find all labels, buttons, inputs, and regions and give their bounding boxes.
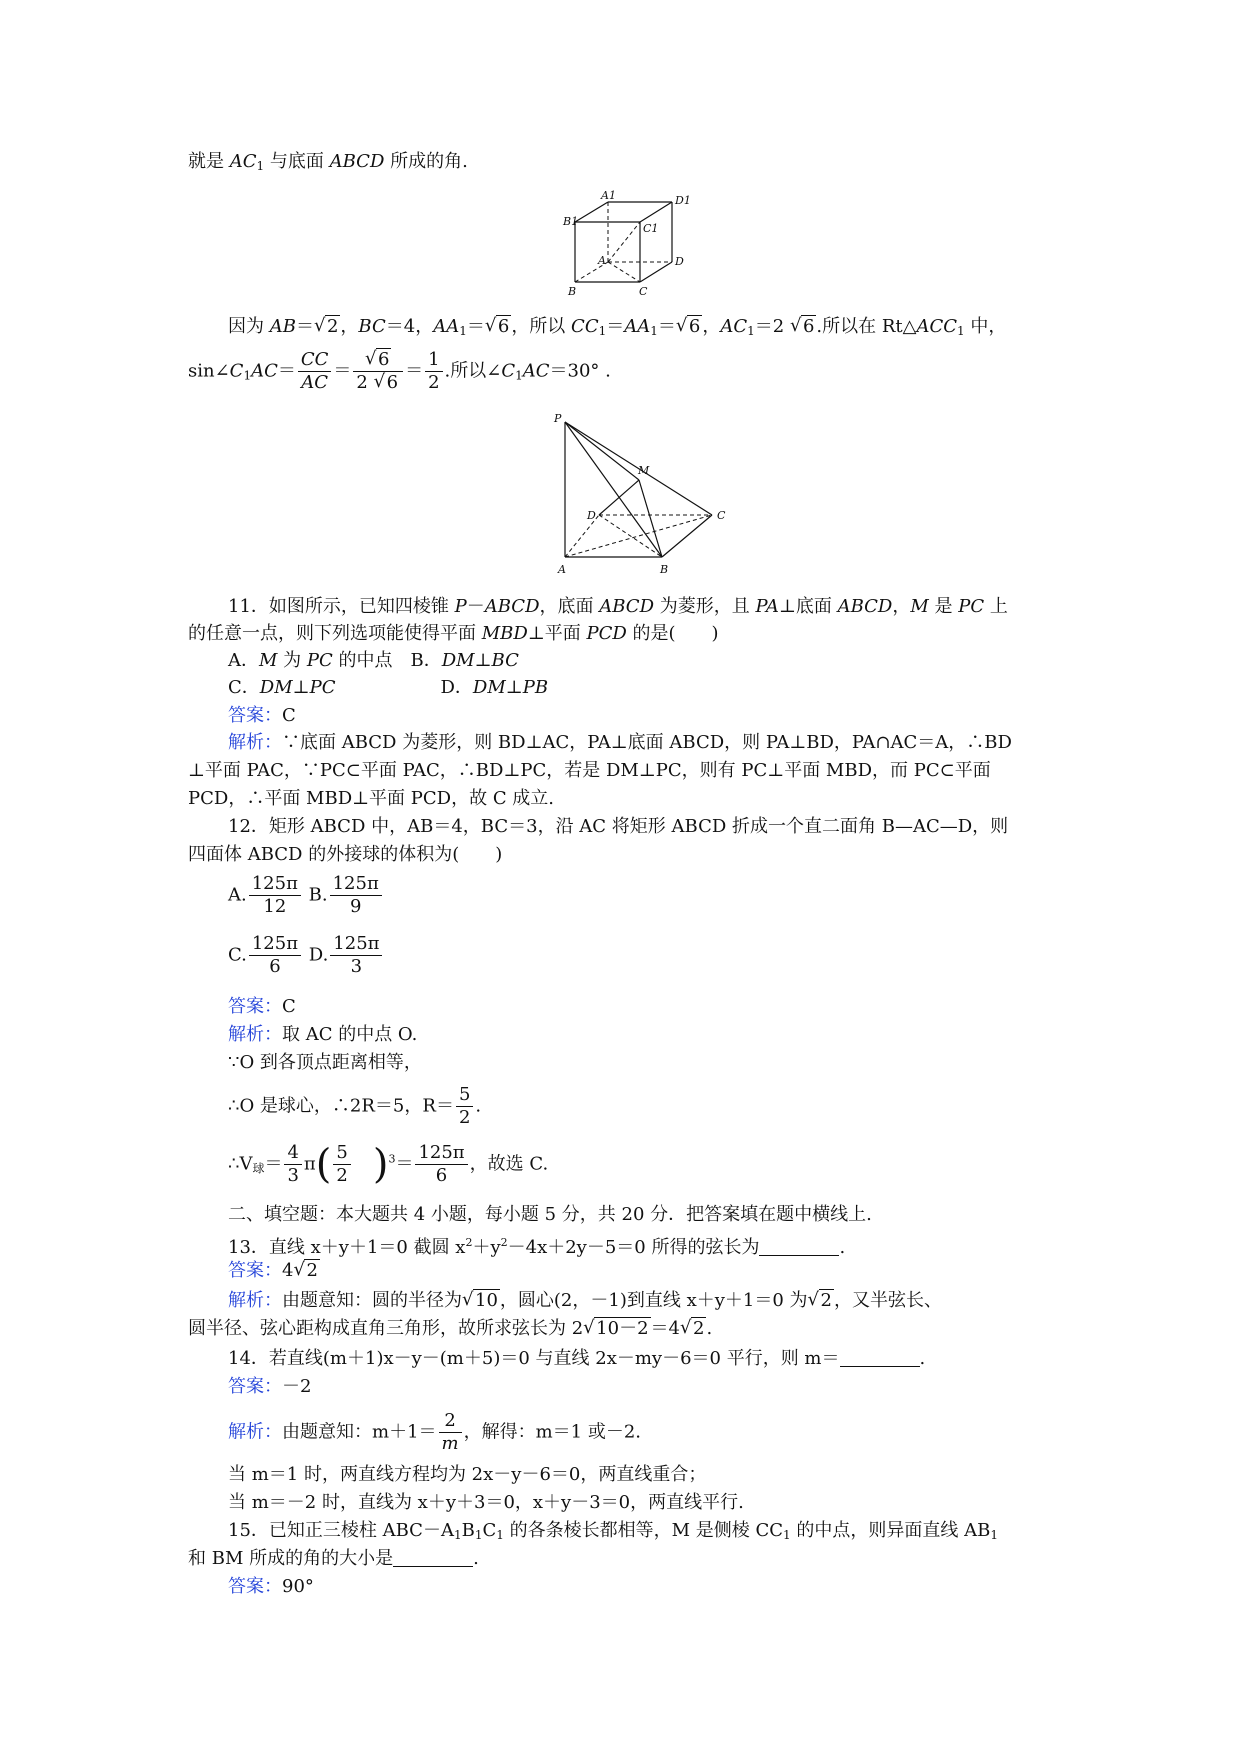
q15-line-1: 15．已知正三棱柱 $ABC-A_1B_1C_1$ 的各条棱长都相等，M 是侧棱 $CC_1$ 的中点，则异面直线 $AB_1$ — [228, 1520, 998, 1542]
q14-line-1: 14．若直线(m＋1)x－y－(m＋5)＝0 与直线 2x－my－6＝0 平行，则 m＝ . — [228, 1348, 926, 1369]
q12-analysis-1: 解析：取 AC 的中点 O. — [228, 1024, 418, 1045]
label-c: C — [717, 509, 726, 522]
label-d1: D1 — [675, 194, 691, 207]
answer-blank — [840, 1348, 920, 1367]
q13-analysis-1: 解析：由题意知：圆的半径为√ 10 ，圆心(2，－1)到直线 x＋y＋1＝0 为√ 2 ，又半弦长、 — [228, 1289, 942, 1313]
label-c: C — [639, 285, 648, 298]
label-b: B — [568, 285, 577, 298]
q12-line-2: 四面体 ABCD 的外接球的体积为( ) — [188, 844, 503, 865]
answer-blank — [393, 1548, 473, 1567]
q11-analysis-1: 解析：∵底面 ABCD 为菱形，则 BD⊥AC，PA⊥底面 ABCD，则 PA⊥BD，PA∩AC＝A，∴BD — [228, 732, 1012, 753]
q14-answer: 答案：－2 — [228, 1376, 312, 1397]
q12-step-4: $\therefore V_球=$ $\frac{4}{3}$ π( $\frac{5}{2}$ )$^3$＝ $\frac{125\pi}{6}$ ，故选 C. — [228, 1141, 549, 1188]
calc-line-1: 因为 AB＝√ 2 ，BC＝4，$AA_1=√$ 6 ，所以 $CC_1=AA_1=√$ 6 ，$AC_1=2$ √ 6 .所以在 $Rt\triangle ACC_1$ 中， — [228, 315, 1006, 343]
q11-options-cd: C．DM⊥PC D．DM⊥PB — [228, 677, 549, 698]
q12-options-cd: C. $\frac{125\pi}{6}$ D. $\frac{125\pi}{3}$ — [228, 933, 384, 978]
q15-answer: 答案：90° — [228, 1576, 314, 1597]
q13-analysis-2: 圆半径、弦心距构成直角三角形，故所求弦长为 2√ 10－2 ＝4√ 2 . — [188, 1317, 712, 1341]
q13-answer: 答案：4√ 2 — [228, 1259, 320, 1283]
label-a: A — [558, 563, 566, 576]
q12-step-2: ∵O 到各顶点距离相等， — [228, 1052, 422, 1073]
q11-analysis-2: ⊥平面 PAC，∵PC⊂平面 PAC，∴BD⊥PC，若是 DM⊥PC，则有 PC⊥平面 MBD，而 PC⊂平面 — [188, 760, 991, 781]
label-d: D — [587, 509, 596, 522]
label-d: D — [675, 255, 684, 268]
pyramid-figure — [552, 412, 742, 577]
q12-step-3: ∴O 是球心，∴2R＝5，R＝ $\frac{5}{2}$ . — [228, 1084, 482, 1128]
intro-line: 就是 $AC_1$ 与底面 ABCD 所成的角. — [188, 151, 468, 173]
label-a: A — [598, 254, 606, 267]
q12-options-ab: A. $\frac{125\pi}{12}$ B. $\frac{125\pi}{9}$ — [228, 873, 384, 918]
q13-line-1: 13．直线 x＋y＋1＝0 截圆 $x^2+y^2-4x+2y-5=0$ 所得的弦长为 . — [228, 1236, 846, 1258]
q11-line-1: 11．如图所示，已知四棱锥 P－ABCD，底面 ABCD 为菱形，且 PA⊥底面 ABCD，M 是 PC 上 — [228, 596, 1008, 617]
label-p: P — [554, 412, 562, 425]
section-2-heading: 二、填空题：本大题共 4 小题，每小题 5 分，共 20 分．把答案填在题中横线上. — [228, 1204, 872, 1225]
q15-line-2: 和 BM 所成的角的大小是 . — [188, 1548, 479, 1569]
label-a1: A1 — [601, 189, 616, 202]
calc-line-2: $\sin\angle C_1AC=$ $\frac{CC}{AC}$ ＝ √ $\frac{6}{2 √ 6}$ ＝ $\frac{1}{2}$ .所以$\angle C_1AC=30^\circ$ . — [188, 349, 611, 394]
label-b1: B1 — [563, 215, 579, 228]
q14-step-3: 当 m＝－2 时，直线为 x＋y＋3＝0，x＋y－3＝0，两直线平行. — [228, 1492, 744, 1513]
q11-line-2: 的任意一点，则下列选项能使得平面 MBD⊥平面 PCD 的是( ) — [188, 623, 719, 644]
label-c1: C1 — [643, 222, 659, 235]
q11-answer: 答案：C — [228, 705, 296, 726]
label-m: M — [638, 464, 650, 477]
q14-step-2: 当 m＝1 时，两直线方程均为 2x－y－6＝0，两直线重合； — [228, 1464, 707, 1485]
q14-analysis-1: 解析：由题意知：m＋1＝ $\frac{2}{m}$ ，解得：m＝1 或－2. — [228, 1410, 642, 1454]
label-b: B — [660, 563, 669, 576]
q11-analysis-3: PCD，∴平面 MBD⊥平面 PCD，故 C 成立. — [188, 788, 555, 809]
q12-answer: 答案：C — [228, 996, 296, 1017]
answer-blank — [759, 1237, 839, 1256]
q12-line-1: 12．矩形 ABCD 中，AB＝4，BC＝3，沿 AC 将矩形 ABCD 折成一个直二面角 B—AC—D，则 — [228, 816, 1009, 837]
q11-options-ab: A．M 为 PC 的中点 B．DM⊥BC — [228, 650, 519, 671]
cuboid-figure — [563, 189, 725, 302]
